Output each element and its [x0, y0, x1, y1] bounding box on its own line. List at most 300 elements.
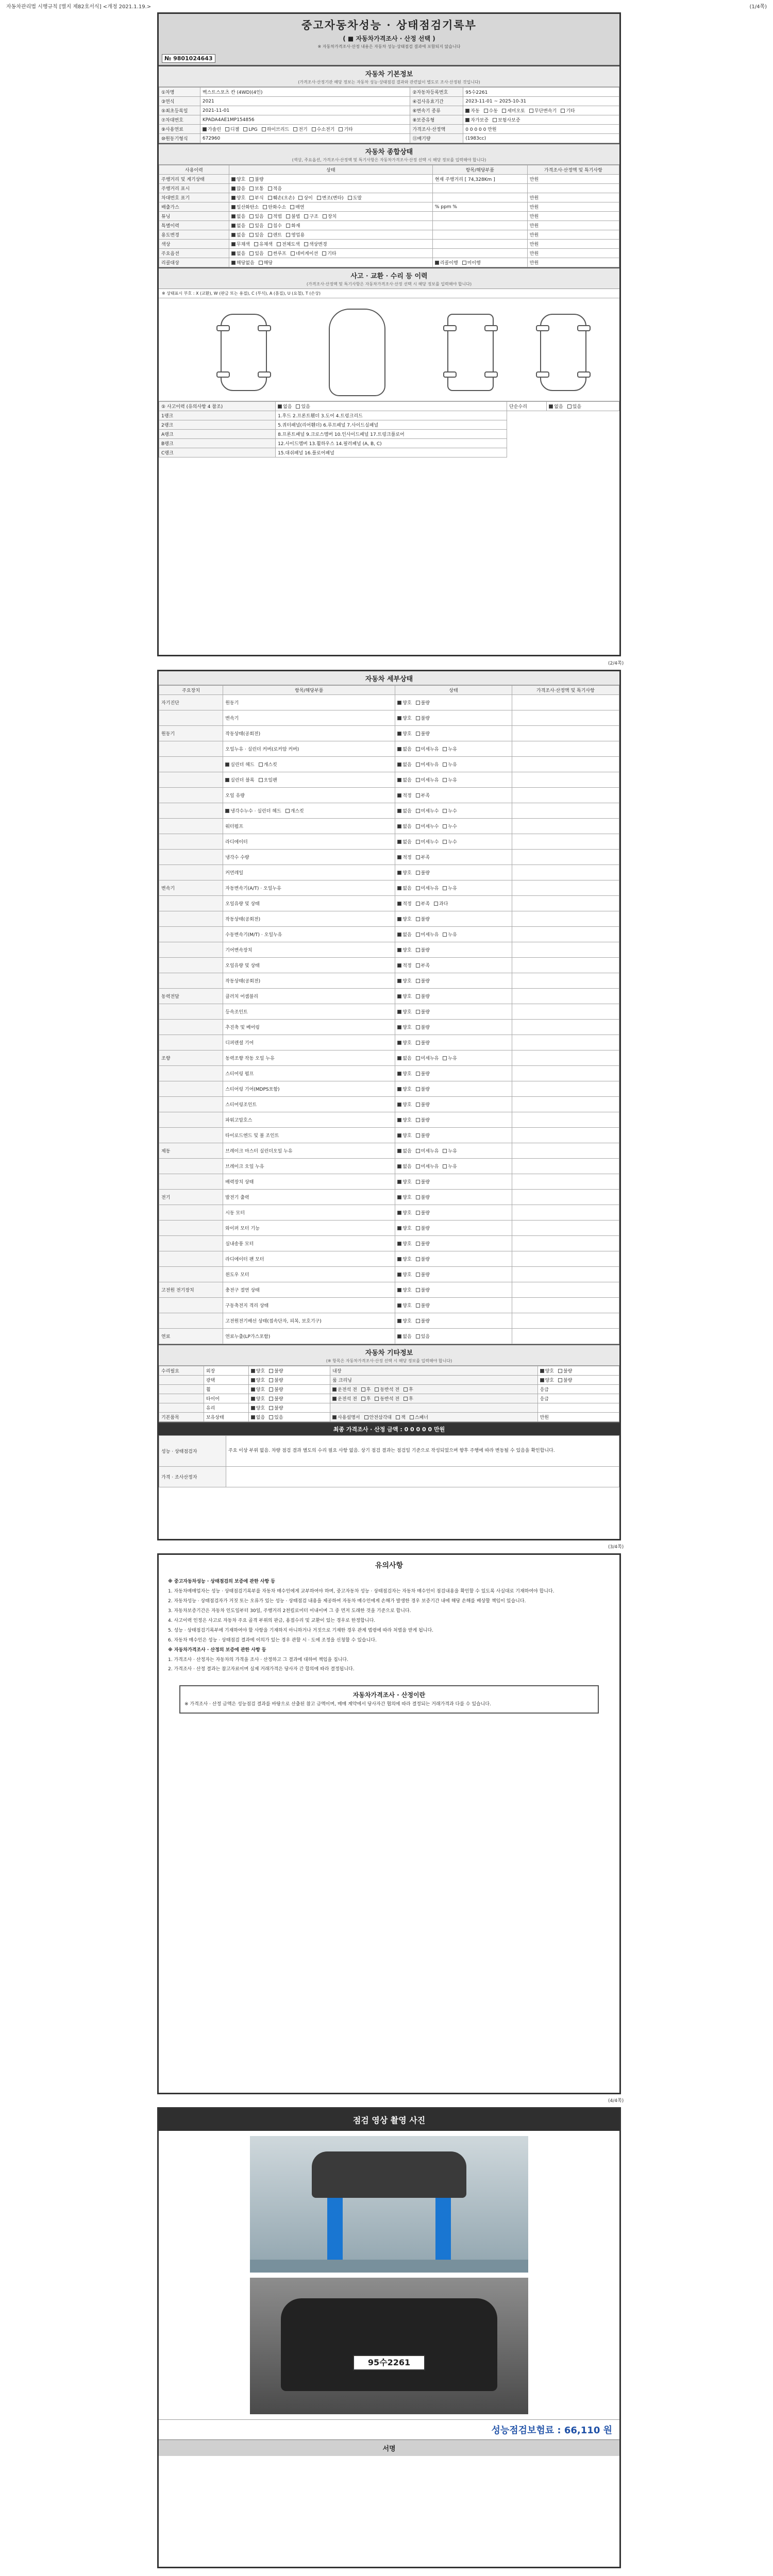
table-cell	[159, 741, 223, 757]
checkbox-option: 누유	[443, 933, 457, 938]
checkbox-option: 없음	[251, 1415, 265, 1420]
page-number: (3/4쪽)	[608, 1545, 624, 1550]
checkbox-icon	[416, 1087, 420, 1091]
table-row	[159, 184, 619, 193]
table-cell	[395, 896, 512, 911]
table-cell: 단순수리	[507, 402, 547, 411]
checkbox-icon	[416, 716, 420, 720]
checkbox-option: 수동	[484, 109, 498, 114]
table-cell	[395, 726, 512, 741]
table-cell: 만원	[527, 230, 619, 240]
table-row	[159, 958, 619, 973]
checkbox-option: 미세누유	[416, 1056, 439, 1061]
checkbox-option: 후	[404, 1397, 413, 1402]
table-cell	[512, 1282, 619, 1298]
checkbox-option: 보통	[249, 187, 263, 192]
table-row	[159, 726, 619, 741]
checkbox-option: 있음	[249, 224, 263, 229]
table-row	[159, 230, 619, 240]
table-row	[159, 411, 619, 420]
table-cell	[159, 1236, 223, 1251]
document-number: № 9801024643	[162, 54, 215, 63]
table-cell	[395, 1020, 512, 1035]
table-cell: 유리	[204, 1403, 248, 1413]
table-cell	[512, 942, 619, 958]
checkbox-option: 잭	[396, 1415, 406, 1420]
table-cell	[223, 803, 395, 819]
inspection-fee: 성능점검보험료 : 66,110 원	[159, 2419, 619, 2439]
checkbox-option: 양호	[397, 716, 411, 721]
table-cell	[512, 1205, 619, 1221]
table-cell: 동력조향 작동 오일 누유	[223, 1050, 395, 1066]
table-row	[159, 927, 619, 942]
table-cell	[395, 1298, 512, 1313]
table-cell: 작동상태(공회전)	[223, 973, 395, 989]
table-row	[159, 850, 619, 865]
checkbox-option: 무채색	[231, 242, 250, 247]
table-cell	[395, 942, 512, 958]
notice-item: ※ 자동차가격조사 · 산정의 보증에 관한 사항 등	[168, 1647, 266, 1653]
table-cell	[330, 1394, 537, 1403]
checkbox-option: 불량	[416, 1273, 430, 1278]
checkbox-icon	[268, 224, 272, 228]
car-top-icon	[329, 309, 385, 396]
table-cell: C랭크	[159, 448, 276, 457]
checkbox-icon	[416, 1273, 420, 1277]
checkbox-option: 운전석 전	[332, 1387, 357, 1393]
checkbox-icon	[397, 1025, 401, 1029]
checkbox-option: 없음	[397, 762, 411, 768]
table-cell	[512, 850, 619, 865]
notice-item: 6. 자동차 매수인은 성능 · 상태점검 결과에 이의가 있는 경우 관할 시 · 도에 조정을 신청할 수 있습니다.	[168, 1637, 377, 1643]
section-title: 자동차 종합상태	[365, 148, 413, 156]
table-cell	[159, 788, 223, 803]
table-cell: 시동 모터	[223, 1205, 395, 1221]
checkbox-option: 불량	[416, 1211, 430, 1216]
checkbox-option: 양호	[397, 1133, 411, 1139]
table-cell: 만원	[527, 193, 619, 202]
table-cell: KPADA4AE1MP154856	[200, 115, 410, 125]
table-cell: 주요옵션	[159, 249, 229, 258]
section-title: 자동차 기본정보	[365, 71, 413, 78]
table-cell	[395, 695, 512, 710]
checkbox-icon	[332, 1415, 337, 1419]
checkbox-option: 불량	[416, 701, 430, 706]
checkbox-icon	[251, 1406, 255, 1410]
table-cell: 만원	[527, 212, 619, 221]
checkbox-icon	[416, 917, 420, 921]
table-cell: ③연식	[159, 97, 200, 106]
table-cell: 0 0 0 0 0 만원	[463, 125, 619, 134]
table-cell: 원동기	[159, 726, 223, 741]
table-cell: 구동축전지 격리 상태	[223, 1298, 395, 1313]
table-cell	[512, 710, 619, 726]
checkbox-option: 불량	[416, 1072, 430, 1077]
checkbox-option: 있음	[416, 1334, 430, 1340]
checkbox-icon	[416, 840, 420, 844]
table-cell: ⑤최초등록일	[159, 106, 200, 115]
table-cell: 클러치 어셈블리	[223, 989, 395, 1004]
table-cell	[229, 193, 432, 202]
table-cell: 변속기	[159, 880, 223, 896]
checkbox-icon	[296, 404, 300, 409]
inspector-label: 성능 · 상태점검자	[159, 1436, 226, 1467]
checkbox-option: 없음	[397, 809, 411, 814]
header-note: ※ 자동차가격조사·산정 내용은 자동차 성능·상태점검 결과에 포함되지 않습니다	[317, 44, 461, 49]
table-cell: 룸 크리닝	[330, 1376, 537, 1385]
table-cell: 보유상태	[204, 1413, 248, 1422]
checkbox-option: 양호	[397, 994, 411, 999]
checkbox-option: 동반석 전	[375, 1387, 399, 1393]
checkbox-option: 부족	[416, 793, 430, 799]
checkbox-option: 누수	[443, 840, 457, 845]
checkbox-icon	[443, 1056, 447, 1060]
table-cell	[229, 212, 432, 221]
table-cell	[512, 1128, 619, 1143]
table-cell: 만원	[527, 221, 619, 230]
table-row	[159, 880, 619, 896]
checkbox-icon	[263, 205, 267, 209]
checkbox-option: 색상변경	[304, 242, 327, 247]
table-cell: 발전기 출력	[223, 1190, 395, 1205]
table-row	[159, 1329, 619, 1344]
table-cell: 라디에이터 팬 모터	[223, 1251, 395, 1267]
table-cell	[512, 741, 619, 757]
table-cell	[159, 1313, 223, 1329]
checkbox-option: 미세누유	[416, 747, 439, 752]
checkbox-option: 미세누유	[416, 933, 439, 938]
table-cell	[512, 989, 619, 1004]
checkbox-icon	[416, 793, 420, 798]
table-cell: 냉각수 수량	[223, 850, 395, 865]
checkbox-icon	[249, 187, 254, 191]
checkbox-option: 있음	[249, 233, 263, 238]
checkbox-icon	[269, 1406, 273, 1410]
checkbox-icon	[416, 979, 420, 983]
notice-item: 5. 성능 · 상태점검기록부에 기재하여야 할 사항을 기재하지 아니하거나 거짓으로 기재한 경우 관계 법령에 따라 처벌을 받게 됩니다.	[168, 1628, 434, 1633]
checkbox-option: 양호	[251, 1406, 265, 1411]
page-3	[157, 1553, 621, 2094]
checkbox-option: 누유	[443, 1149, 457, 1154]
table-cell: 15.대쉬패널 16.플로어패널	[276, 448, 507, 457]
table-cell	[395, 1035, 512, 1050]
checkbox-option: 양호	[397, 1118, 411, 1123]
table-cell	[159, 1081, 223, 1097]
table-cell	[395, 1282, 512, 1298]
table-cell	[395, 1221, 512, 1236]
section-title: 사고 · 교환 · 수리 등 이력	[350, 273, 428, 280]
checkbox-icon	[397, 1226, 401, 1230]
checkbox-icon	[416, 1195, 420, 1199]
checkbox-icon	[410, 1415, 414, 1419]
checkbox-icon	[225, 762, 229, 767]
form-reference: 자동차관리법 시행규칙 [별지 제82호서식] <개정 2021.1.19.>	[6, 4, 152, 10]
checkbox-icon	[416, 994, 420, 998]
checkbox-option: 후	[361, 1397, 371, 1402]
table-cell: 기본품목	[159, 1413, 204, 1422]
basic-info-table	[159, 87, 619, 143]
table-row	[159, 125, 619, 134]
header	[159, 14, 619, 65]
checkbox-option: 양호	[251, 1378, 265, 1383]
page-number: (4/4쪽)	[608, 2098, 624, 2104]
other-section	[159, 1344, 619, 1422]
checkbox-option: 불량	[416, 1180, 430, 1185]
checkbox-option: 훼손(오손)	[268, 196, 295, 201]
table-cell	[159, 942, 223, 958]
checkbox-option: 적음	[268, 187, 282, 192]
table-cell	[512, 1329, 619, 1344]
table-row	[159, 258, 619, 267]
table-cell: 타이어	[204, 1394, 248, 1403]
checkbox-icon	[404, 1387, 408, 1392]
table-cell: 오일유량 및 상태	[223, 958, 395, 973]
checkbox-icon	[251, 1378, 255, 1382]
checkbox-option: 양호	[397, 917, 411, 922]
table-cell	[512, 1081, 619, 1097]
checkbox-option: 불량	[416, 1118, 430, 1123]
checkbox-option: 누유	[443, 747, 457, 752]
checkbox-icon	[397, 902, 401, 906]
table-cell	[512, 958, 619, 973]
table-cell	[432, 212, 527, 221]
checkbox-option: 누수	[443, 809, 457, 814]
checkbox-icon	[416, 1334, 420, 1338]
checkbox-option: 양호	[397, 1072, 411, 1077]
table-cell	[159, 819, 223, 834]
checkbox-option: 적법	[268, 214, 282, 219]
checkbox-option: 불량	[416, 1041, 430, 1046]
opinion-section	[159, 1422, 619, 1487]
table-cell	[512, 1313, 619, 1329]
table-row	[159, 1413, 619, 1422]
checkbox-option: 해당없음	[231, 261, 255, 266]
checkbox-icon	[397, 1164, 401, 1168]
checkbox-icon	[416, 1025, 420, 1029]
table-cell	[395, 850, 512, 865]
table-row	[159, 1394, 619, 1403]
checkbox-option: 리콜이행	[435, 261, 458, 266]
checkbox-icon	[317, 196, 321, 200]
checkbox-icon	[251, 1387, 255, 1392]
table-row	[159, 240, 619, 249]
checkbox-option: 개스킷	[259, 762, 277, 768]
checkbox-icon	[416, 1133, 420, 1138]
checkbox-option: 양호	[397, 1103, 411, 1108]
table-cell	[512, 819, 619, 834]
table-cell	[159, 1004, 223, 1020]
table-cell	[248, 1394, 330, 1403]
checkbox-option: 자동	[465, 109, 479, 114]
checkbox-icon	[443, 1149, 447, 1153]
table-cell	[512, 726, 619, 741]
table-row	[159, 1376, 619, 1385]
checkbox-icon	[231, 242, 236, 246]
table-cell	[248, 1385, 330, 1394]
checkbox-icon	[540, 1378, 544, 1382]
checkbox-icon	[397, 1319, 401, 1323]
table-cell	[159, 1267, 223, 1282]
inspection-photo-underside	[250, 2136, 528, 2273]
table-row	[159, 202, 619, 212]
checkbox-option: 일산화탄소	[231, 205, 259, 210]
checkbox-option: 없음	[397, 886, 411, 891]
checkbox-icon	[231, 205, 236, 209]
checkbox-icon	[416, 1164, 420, 1168]
page-title: 중고자동차성능 · 상태점검기록부	[301, 19, 477, 31]
table-row	[159, 1066, 619, 1081]
checkbox-icon	[443, 762, 447, 767]
checkbox-option: 상이	[298, 196, 312, 201]
checkbox-icon	[502, 109, 506, 113]
column-header: 항목/해당부품	[432, 165, 527, 175]
table-cell	[159, 1385, 204, 1394]
checkbox-icon	[443, 778, 447, 782]
table-cell: ④검사유효기간	[410, 97, 463, 106]
table-cell: 스티어링 펌프	[223, 1066, 395, 1081]
checkbox-icon	[416, 732, 420, 736]
checkbox-icon	[416, 747, 420, 751]
table-cell	[248, 1376, 330, 1385]
checkbox-icon	[262, 127, 266, 131]
table-cell	[395, 1267, 512, 1282]
checkbox-option: 실린더 헤드	[225, 762, 254, 768]
table-cell	[512, 1221, 619, 1236]
table-cell	[159, 896, 223, 911]
table-cell	[395, 1050, 512, 1066]
checkbox-option: 미세누유	[416, 1164, 439, 1170]
checkbox-option: 썬루프	[268, 251, 287, 257]
checkbox-icon	[259, 778, 263, 782]
table-row	[159, 1403, 619, 1413]
table-row	[159, 942, 619, 958]
table-cell	[432, 230, 527, 240]
table-row	[159, 989, 619, 1004]
checkbox-icon	[397, 840, 401, 844]
checkbox-option: 불량	[416, 994, 430, 999]
checkbox-option: 누유	[443, 1056, 457, 1061]
checkbox-option: 화재	[286, 224, 300, 229]
checkbox-icon	[268, 187, 272, 191]
checkbox-option: 누유	[443, 1164, 457, 1170]
checkbox-icon	[268, 196, 272, 200]
column-header: 항목/해당부품	[223, 686, 395, 695]
table-cell	[395, 1174, 512, 1190]
checkbox-icon	[268, 251, 272, 256]
table-cell: 스티어링조인트	[223, 1097, 395, 1112]
table-cell	[537, 1376, 619, 1385]
checkbox-icon	[397, 793, 401, 798]
checkbox-icon	[397, 1010, 401, 1014]
table-cell	[159, 1174, 223, 1190]
table-cell	[223, 757, 395, 772]
table-cell	[159, 1205, 223, 1221]
section-title: 자동차 세부상태	[365, 675, 413, 683]
checkbox-icon	[225, 778, 229, 782]
checkbox-option: 불량	[416, 1288, 430, 1293]
checkbox-option: 불법	[286, 214, 300, 219]
table-cell	[159, 865, 223, 880]
checkbox-icon	[465, 118, 469, 122]
appraisal-notice-box	[179, 1685, 599, 1714]
checkbox-icon	[416, 1072, 420, 1076]
table-row	[159, 1221, 619, 1236]
table-cell	[512, 1159, 619, 1174]
checkbox-option: 불량	[269, 1387, 283, 1393]
table-row	[159, 865, 619, 880]
table-cell: 용도변경	[159, 230, 229, 240]
notice-item: 2. 자동차성능 · 상태점검자가 거짓 또는 오류가 있는 성능 · 상태점검 내용을 제공하여 자동차 매수인에게 손해가 발생한 경우 보증기간 내에 해당 손해를 배상할 책임이 있습니다.	[168, 1598, 526, 1604]
table-cell	[159, 1035, 223, 1050]
table-cell	[463, 106, 619, 115]
detail-table	[159, 685, 619, 1344]
table-cell	[512, 788, 619, 803]
overall-table	[159, 165, 619, 267]
checkbox-icon	[332, 1387, 337, 1392]
table-cell	[200, 125, 410, 134]
checkbox-icon	[397, 1103, 401, 1107]
checkbox-icon	[561, 109, 565, 113]
checkbox-option: 많음	[231, 187, 245, 192]
appraisal-notice-title: 자동차가격조사 · 산정이란	[352, 1691, 426, 1699]
table-cell: ⑪배기량	[410, 134, 463, 143]
checkbox-icon	[254, 242, 258, 246]
table-cell	[159, 1112, 223, 1128]
table-cell: 1랭크	[159, 411, 276, 420]
checkbox-option: 영업용	[286, 233, 305, 238]
table-cell: 1.후드 2.프론트휀더 3.도어 4.트렁크리드	[276, 411, 507, 420]
opinion-text: 주요 이상 부위 없음. 차량 점검 결과 별도의 수리 필요 사항 없음. 상기 점검 결과는 점검일 기준으로 작성되었으며 향후 주행에 따라 변동될 수 있음을 확인합니다.	[226, 1436, 619, 1467]
checkbox-option: 양호	[251, 1397, 265, 1402]
section-note: (가격조사·산정기관 해당 정보는 자동차 성능·상태점검 결과와 관련없이 별도로 조사·산정된 것입니다)	[298, 80, 480, 84]
other-table	[159, 1366, 619, 1422]
table-row	[159, 115, 619, 125]
table-row	[159, 911, 619, 927]
table-cell: 오일유량 및 상태	[223, 896, 395, 911]
table-row	[159, 221, 619, 230]
checkbox-icon	[443, 886, 447, 890]
table-header-row	[159, 686, 619, 695]
table-cell: 연료	[159, 1329, 223, 1344]
table-cell: 원동기	[223, 695, 395, 710]
table-cell: 12.사이드멤버 13.휠하우스 14.필러패널 (A, B, C)	[276, 439, 507, 448]
checkbox-option: 보험사보증	[493, 118, 520, 123]
table-cell	[432, 249, 527, 258]
checkbox-option: 없음	[397, 747, 411, 752]
table-cell	[512, 1097, 619, 1112]
table-cell	[512, 865, 619, 880]
table-cell: ⑤ 사고이력 (유의사항 4 참조)	[159, 402, 276, 411]
table-cell	[512, 896, 619, 911]
table-cell	[395, 1329, 512, 1344]
checkbox-option: 양호	[540, 1378, 554, 1383]
checkbox-option: 불량	[416, 1242, 430, 1247]
table-cell: 작동상태(공회전)	[223, 911, 395, 927]
table-header-row	[159, 165, 619, 175]
section-note: (※ 항목은 자동차가격조사·산정 선택 시 해당 정보를 입력해야 합니다)	[326, 1359, 452, 1363]
checkbox-option: 미세누유	[416, 778, 439, 783]
checkbox-icon	[416, 1257, 420, 1261]
checkbox-icon	[435, 261, 439, 265]
checkbox-icon	[416, 1149, 420, 1153]
table-cell: 95수2261	[463, 88, 619, 97]
table-cell	[395, 1128, 512, 1143]
table-cell	[395, 1143, 512, 1159]
table-cell	[159, 803, 223, 819]
table-cell	[463, 115, 619, 125]
table-cell	[395, 803, 512, 819]
checkbox-icon	[268, 233, 272, 237]
